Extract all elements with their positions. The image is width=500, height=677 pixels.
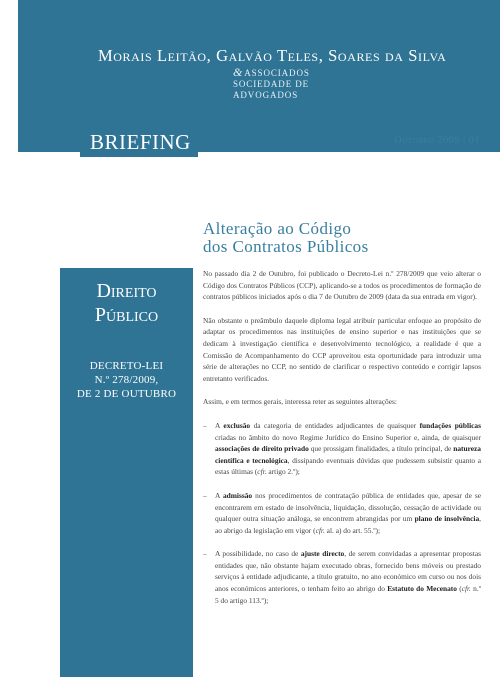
text: al. a) do art. 55.º);: [324, 525, 381, 535]
sidebar-sub-line3: DE 2 DE OUTUBRO: [76, 388, 177, 400]
bold-text: ajuste directo: [300, 549, 345, 559]
paragraph-summary: Assim, e em termos gerais, interessa reter as seguintes alterações:: [203, 397, 397, 407]
paragraph-context: Não obstante o preâmbulo daquele diploma legal atribuir particular enfoque ao propósito de adaptar os procedimentos nas instituições de ensino superior e nas instituições que se dedicam à investigação científica e desenvolvimento tecnológico, a realidade é que a Comissão de Acompanhamento do CCP aproveitou esta oportunidade para introduzir uma série de alterações no CCP, no sentido de clarificar o respectivo conteúdo e corrigir lapsos entretanto verificados.: [203, 315, 481, 383]
issue-date: [394, 135, 480, 146]
text: A possibilidade, no caso de: [215, 549, 301, 559]
text: , ao abrigo da legislação em vigor (: [215, 514, 482, 535]
sidebar-title-line2: Público: [94, 304, 159, 326]
paragraph-intro: No passado dia 2 de Outubro, foi publicado o Decreto-Lei n.º 278/2009 que veio alterar o Código dos Contratos Públicos (CCP), aplicando-se a todos os procedimentos de formação de contratos públicos iniciados após o dia 7 de Outubro de 2009 (data da sua entrada em vigor).: [203, 269, 481, 302]
text: criadas no âmbito do novo Regime Jurídico do Ensino Superior e, ainda, de quaisquer: [215, 432, 481, 442]
date-text: Outubro 2009: [394, 135, 460, 146]
text: que prossigam finalidades, a título principal, de: [308, 444, 454, 454]
date-separator: |: [463, 135, 466, 146]
assoc-line2: SOCIEDADE DE: [233, 79, 310, 89]
assoc-line3: ADVOGADOS: [233, 90, 299, 100]
bold-text: exclusão: [223, 420, 251, 430]
firm-logo-subtitle: [233, 67, 310, 101]
sidebar-sub-line2: N.º 278/2009,: [94, 374, 159, 386]
bold-text: associações de direito privado: [215, 444, 309, 454]
text: da categoria de entidades adjudicantes de quaisquer: [250, 420, 420, 430]
bold-text: natureza científica e tecnológica: [215, 444, 481, 465]
ampersand-mark: &: [233, 65, 244, 79]
bold-text: Estatuto do Mecenato: [387, 584, 457, 594]
sidebar-title-line1: Direito: [96, 280, 157, 302]
italic-text: cfr.: [257, 467, 267, 477]
text: artigo 2.º);: [266, 467, 300, 477]
dash-marker: –: [203, 420, 207, 430]
bold-text: plano de insolvência: [414, 514, 480, 524]
text: , de serem convidadas a apresentar propostas entidades que, não obstante hajam executado obras, fornecido bens móveis ou prestado serviços à entidade adjudicante, a título gratuito, no ano económico em curso ou nos dois anos económicos anteriores, o tenham feito ao abrigo do: [215, 549, 481, 594]
article-title-line2: dos Contratos Públicos: [203, 237, 369, 256]
article-title: [203, 220, 369, 256]
dash-marker: –: [203, 490, 207, 500]
bold-text: fundações públicas: [419, 420, 481, 430]
article-title-line1: Alteração ao Código: [203, 219, 352, 238]
italic-text: cfr.: [315, 525, 325, 535]
assoc-line1: ASSOCIADOS: [244, 68, 310, 78]
text: n.º 5 do artigo 113.º);: [215, 584, 481, 605]
bold-text: admissão: [222, 490, 253, 500]
text: A: [215, 420, 224, 430]
sidebar-panel: [60, 268, 193, 677]
text: A: [215, 490, 223, 500]
dash-marker: –: [203, 549, 207, 559]
italic-text: cfr.: [461, 584, 471, 594]
sidebar-sub-line1: DECRETO-LEI: [89, 360, 164, 372]
list-item: [203, 490, 481, 536]
list-item: [203, 420, 481, 478]
text: , dissipando eventuais dúvidas que pudessem subsistir quanto a estas últimas (: [215, 455, 481, 477]
list-item: [203, 548, 481, 606]
text: (: [456, 584, 462, 594]
article-body: [203, 268, 481, 618]
briefing-label: BRIEFING: [80, 127, 198, 157]
changes-list: [203, 420, 481, 606]
text: nos procedimentos de contratação pública de entidades que, apesar de se encontrarem em estado de insolvência, liquidação, dissolução, cessação de actividade ou qualquer outra situação análoga, se encontrem abrangidas por um: [215, 490, 482, 524]
firm-name: Morais Leitão, Galvão Teles, Soares da Silva: [98, 46, 447, 65]
issue-number: 01: [468, 135, 480, 146]
